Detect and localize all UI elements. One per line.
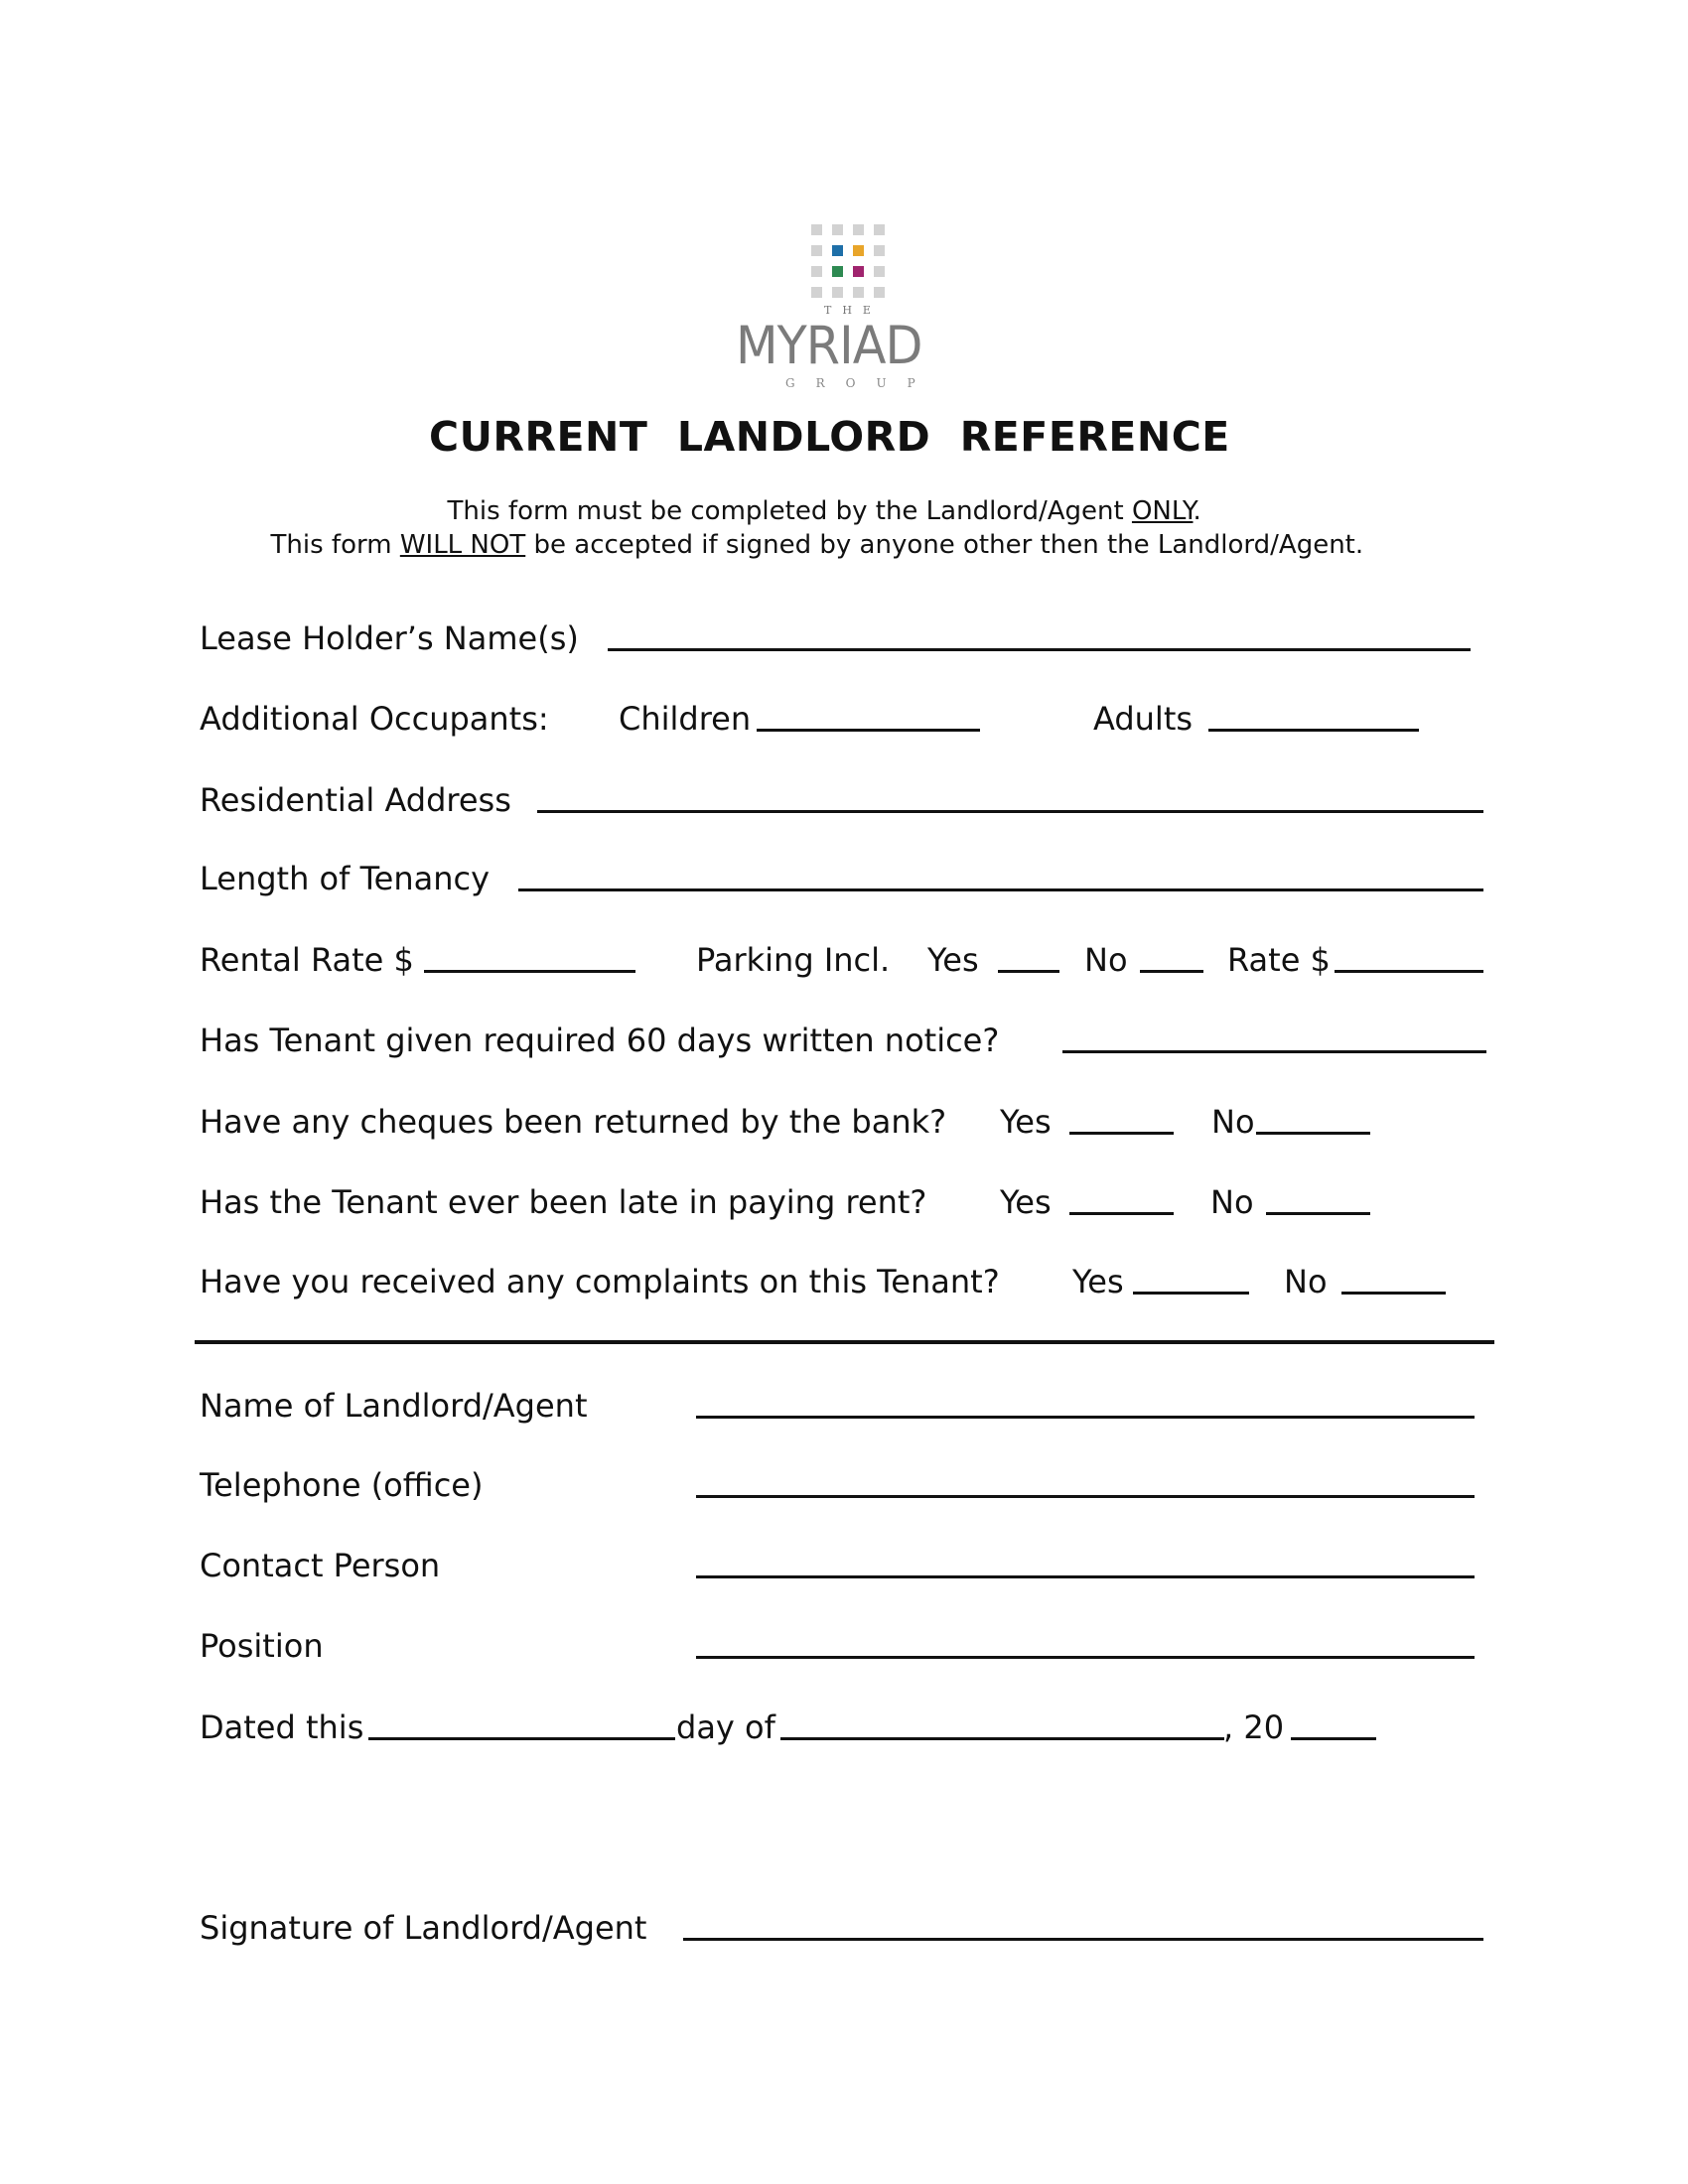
day-of-label: day of (676, 1708, 775, 1746)
cheques-question-label: Have any cheques been returned by the bank? (200, 1103, 947, 1141)
position-field[interactable] (696, 1656, 1475, 1659)
children-label: Children (619, 700, 752, 738)
dated-month-field[interactable] (780, 1737, 1224, 1740)
parking-yes-field[interactable] (998, 970, 1059, 973)
year-prefix-label: , 20 (1223, 1708, 1285, 1746)
logo-square-orange (853, 245, 864, 256)
notice-field[interactable] (1062, 1050, 1486, 1053)
late-rent-question-label: Has the Tenant ever been late in paying rent? (200, 1183, 927, 1221)
subtitle-line-2 (254, 500, 1363, 560)
cheques-yes-label: Yes (1000, 1103, 1052, 1141)
logo-square (832, 287, 843, 298)
rental-rate-label: Rental Rate $ (200, 941, 414, 979)
adults-label: Adults (1093, 700, 1194, 738)
additional-occupants-label: Additional Occupants: (200, 700, 549, 738)
page-title: CURRENT LANDLORD REFERENCE (429, 413, 1230, 461)
complaints-yes-label: Yes (1072, 1263, 1124, 1300)
complaints-yes-field[interactable] (1133, 1292, 1249, 1295)
landlord-name-label: Name of Landlord/Agent (200, 1387, 588, 1425)
parking-rate-label: Rate $ (1227, 941, 1331, 979)
telephone-field[interactable] (696, 1495, 1475, 1498)
lease-holder-label: Lease Holder’s Name(s) (200, 619, 579, 657)
logo-square-blue (832, 245, 843, 256)
subtitle-emphasis-will-not: WILL NOT (399, 530, 526, 560)
landlord-name-field[interactable] (696, 1416, 1475, 1419)
logo-square-magenta (853, 266, 864, 277)
late-rent-no-field[interactable] (1266, 1212, 1370, 1215)
telephone-label: Telephone (office) (200, 1466, 484, 1504)
contact-person-label: Contact Person (200, 1547, 441, 1584)
logo-name-text: MYRIAD (736, 316, 922, 376)
late-rent-no-label: No (1210, 1183, 1254, 1221)
logo-square (874, 287, 885, 298)
logo-square (874, 245, 885, 256)
logo-square (832, 224, 843, 235)
complaints-question-label: Have you received any complaints on this Tenant? (200, 1263, 1000, 1300)
subtitle-emphasis-only: ONLY (1131, 496, 1194, 526)
parking-no-field[interactable] (1140, 970, 1203, 973)
section-divider (195, 1340, 1494, 1344)
cheques-yes-field[interactable] (1069, 1132, 1174, 1135)
dated-day-field[interactable] (368, 1737, 675, 1740)
parking-incl-label: Parking Incl. (696, 941, 891, 979)
cheques-no-field[interactable] (1256, 1132, 1370, 1135)
parking-rate-field[interactable] (1335, 970, 1483, 973)
signature-field[interactable] (683, 1938, 1483, 1941)
logo-the-text: THE (824, 304, 882, 317)
dated-year-field[interactable] (1291, 1737, 1376, 1740)
logo-square (874, 266, 885, 277)
rental-rate-field[interactable] (424, 970, 635, 973)
lease-holder-field[interactable] (608, 648, 1471, 651)
contact-person-field[interactable] (696, 1575, 1475, 1578)
notice-question-label: Has Tenant given required 60 days written notice? (200, 1022, 1000, 1059)
complaints-no-field[interactable] (1341, 1292, 1446, 1295)
logo-square (811, 287, 822, 298)
logo-square (811, 224, 822, 235)
subtitle-text: . (1193, 496, 1201, 526)
length-of-tenancy-label: Length of Tenancy (200, 860, 491, 897)
late-rent-yes-field[interactable] (1069, 1212, 1174, 1215)
adults-field[interactable] (1208, 729, 1419, 732)
residential-address-label: Residential Address (200, 781, 511, 819)
logo-square (811, 266, 822, 277)
dated-this-label: Dated this (200, 1708, 364, 1746)
subtitle-text: This form must be completed by the Landlord/Agent (447, 496, 1132, 526)
signature-label: Signature of Landlord/Agent (200, 1909, 647, 1947)
logo-square (874, 224, 885, 235)
position-label: Position (200, 1627, 324, 1665)
logo-square (811, 245, 822, 256)
length-of-tenancy-field[interactable] (518, 888, 1483, 891)
complaints-no-label: No (1284, 1263, 1328, 1300)
logo-group-text: GROUP (785, 376, 936, 390)
late-rent-yes-label: Yes (1000, 1183, 1052, 1221)
cheques-no-label: No (1211, 1103, 1255, 1141)
subtitle-text: be accepted if signed by anyone other then the Landlord/Agent. (525, 530, 1364, 560)
logo-square (853, 224, 864, 235)
children-field[interactable] (757, 729, 980, 732)
parking-no-label: No (1084, 941, 1128, 979)
subtitle-text: This form (270, 530, 400, 560)
residential-address-field[interactable] (537, 810, 1483, 813)
logo-square-green (832, 266, 843, 277)
logo-square (853, 287, 864, 298)
parking-yes-label: Yes (927, 941, 979, 979)
